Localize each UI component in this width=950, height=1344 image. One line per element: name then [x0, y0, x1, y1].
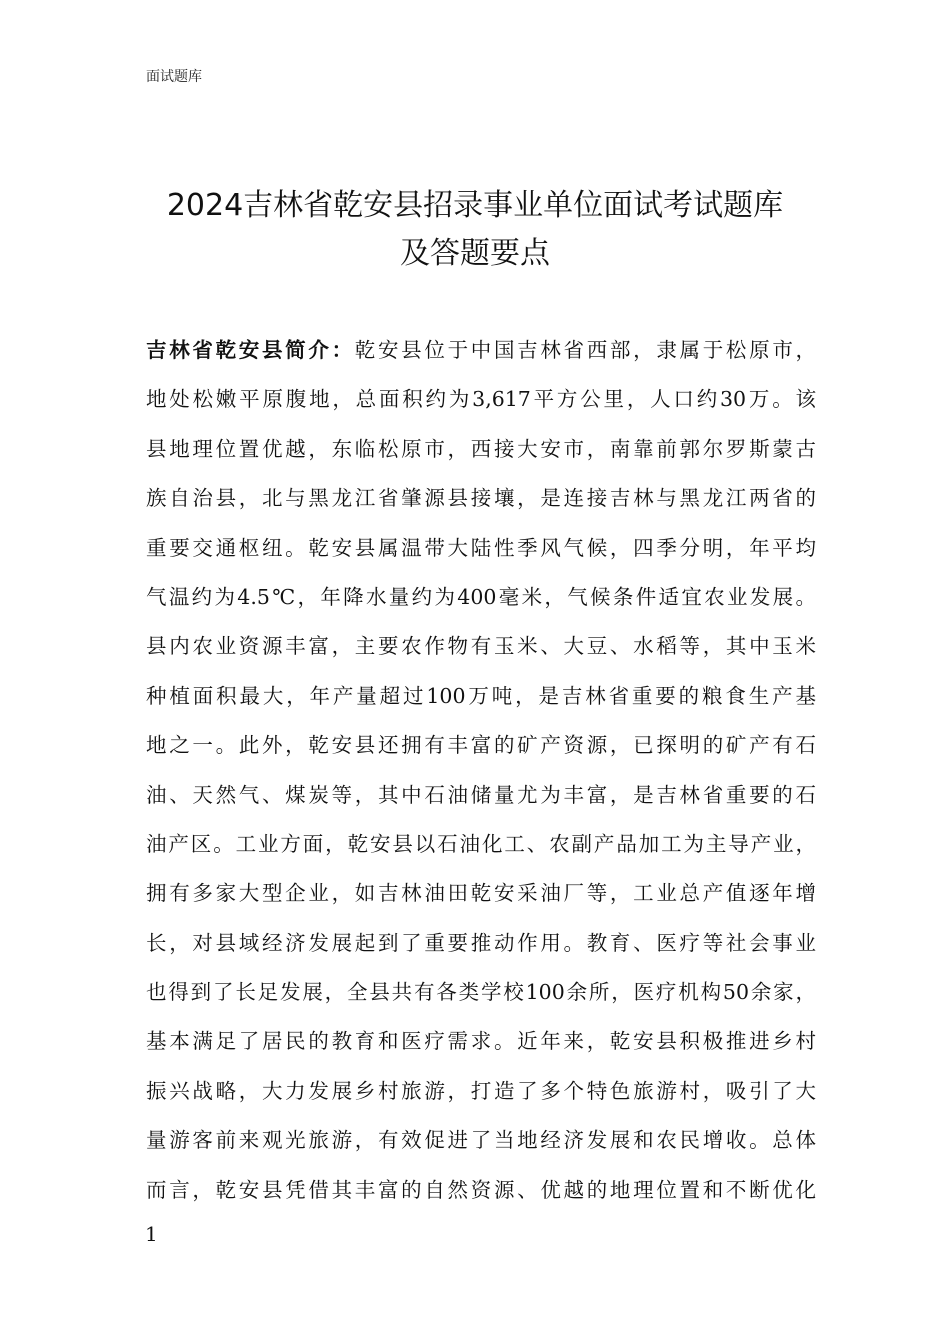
document-title	[110, 182, 840, 278]
intro-lead-label: 吉林省乾安县简介：	[146, 338, 355, 362]
paragraph-line: 种植面积最大，年产量超过100万吨，是吉林省重要的粮食生产基	[146, 683, 816, 708]
paragraph-line: 长，对县域经济发展起到了重要推动作用。教育、医疗等社会事业	[146, 930, 816, 955]
paragraph-line: 重要交通枢纽。乾安县属温带大陆性季风气候，四季分明，年平均	[146, 535, 816, 560]
paragraph-line: 地处松嫩平原腹地，总面积约为3,617平方公里，人口约30万。该	[146, 387, 816, 412]
title-line-1: 2024吉林省乾安县招录事业单位面试考试题库	[166, 188, 784, 223]
paragraph-line	[146, 326, 816, 375]
title-line-2: 及答题要点	[400, 236, 550, 271]
paragraph-line: 地之一。此外，乾安县还拥有丰富的矿产资源，已探明的矿产有石	[146, 733, 816, 758]
paragraph-line: 拥有多家大型企业，如吉林油田乾安采油厂等，工业总产值逐年增	[146, 881, 816, 906]
paragraph-line: 油产区。工业方面，乾安县以石油化工、农副产品加工为主导产业，	[146, 831, 816, 856]
page-number: 1	[145, 1222, 158, 1246]
paragraph-line: 县地理位置优越，东临松原市，西接大安市，南靠前郭尔罗斯蒙古	[146, 436, 816, 461]
paragraph-line: 基本满足了居民的教育和医疗需求。近年来，乾安县积极推进乡村	[146, 1029, 816, 1054]
paragraph-line: 而言，乾安县凭借其丰富的自然资源、优越的地理位置和不断优化	[146, 1177, 816, 1202]
paragraph-line: 族自治县，北与黑龙江省肇源县接壤，是连接吉林与黑龙江两省的	[146, 486, 816, 511]
paragraph-line: 量游客前来观光旅游，有效促进了当地经济发展和农民增收。总体	[146, 1128, 816, 1153]
paragraph-line: 油、天然气、煤炭等，其中石油储量尤为丰富，是吉林省重要的石	[146, 782, 816, 807]
paragraph-line-text: 乾安县位于中国吉林省西部，隶属于松原市，	[354, 338, 817, 362]
paragraph-line: 县内农业资源丰富，主要农作物有玉米、大豆、水稻等，其中玉米	[146, 634, 816, 659]
paragraph-line: 气温约为4.5℃，年降水量约为400毫米，气候条件适宜农业发展。	[146, 584, 816, 609]
intro-paragraph	[146, 326, 816, 1215]
paragraph-line: 也得到了长足发展，全县共有各类学校100余所，医疗机构50余家，	[146, 980, 816, 1005]
paragraph-line: 振兴战略，大力发展乡村旅游，打造了多个特色旅游村，吸引了大	[146, 1078, 816, 1103]
running-header: 面试题库	[146, 69, 202, 85]
